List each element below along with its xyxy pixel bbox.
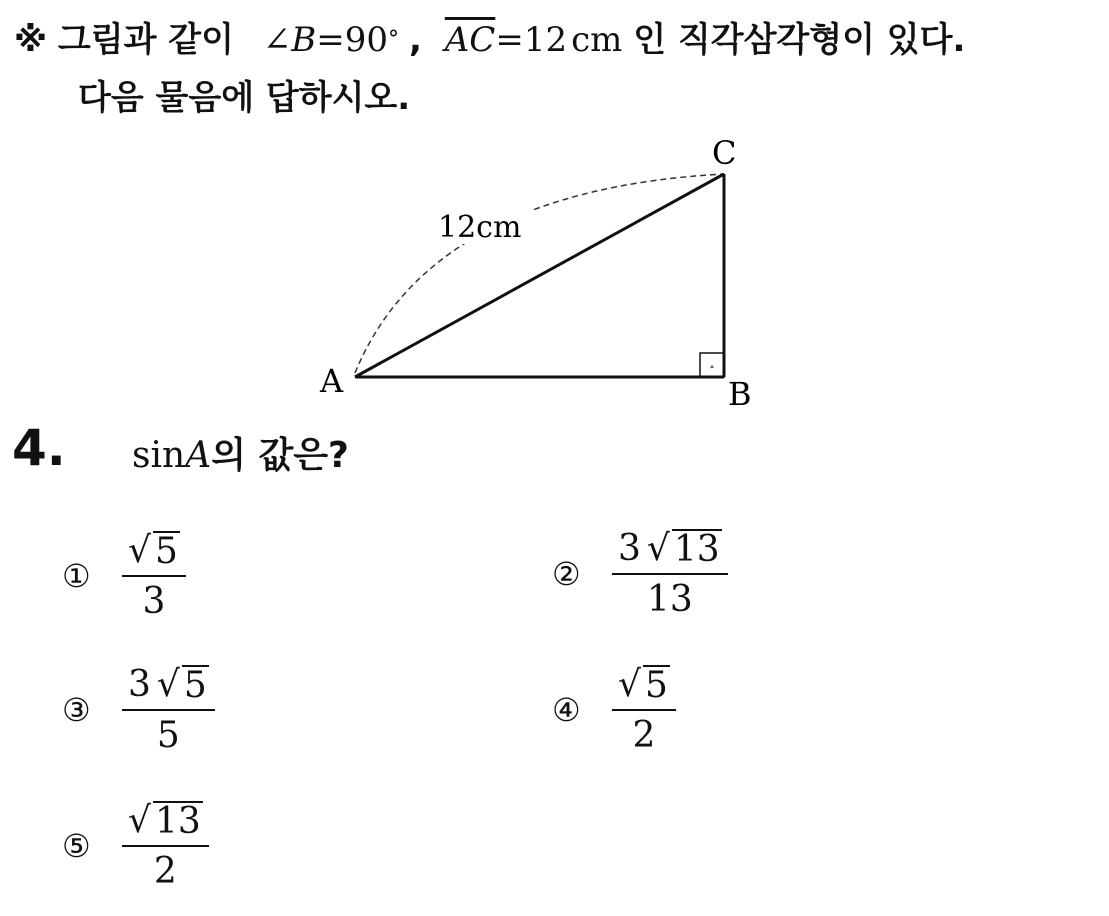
radicand: 5 bbox=[183, 665, 207, 706]
question-stem bbox=[132, 434, 349, 478]
choice-fraction bbox=[122, 530, 186, 622]
equals-sign: = bbox=[316, 20, 345, 60]
radicand: 5 bbox=[154, 531, 178, 572]
choice-fraction bbox=[612, 664, 676, 756]
right-angle-dot: ∘ bbox=[709, 362, 715, 373]
denominator: 13 bbox=[646, 579, 693, 620]
vertex-c-label: C bbox=[712, 134, 737, 172]
choice-3[interactable] bbox=[62, 664, 215, 756]
vertex-b-label: B bbox=[728, 375, 752, 413]
choice-marker: ② bbox=[552, 555, 581, 593]
choice-marker: ③ bbox=[62, 691, 91, 729]
side-ac bbox=[355, 174, 724, 377]
angle-value: 90 bbox=[344, 20, 389, 60]
instruction-pre: 그림과 같이 bbox=[57, 20, 234, 60]
choice-1[interactable] bbox=[62, 530, 186, 622]
sqrt-icon: √ bbox=[128, 800, 151, 841]
choice-fraction bbox=[122, 800, 209, 892]
segment-ac: $\overline{AC}$ bbox=[444, 20, 496, 60]
denominator: 2 bbox=[632, 715, 656, 756]
angle-var: A bbox=[185, 435, 212, 476]
choice-marker: ⑤ bbox=[62, 827, 91, 865]
question-number: 4. bbox=[12, 419, 66, 477]
denominator: 2 bbox=[153, 851, 177, 892]
hypotenuse-length-label: 12cm bbox=[438, 210, 522, 245]
radicand: 5 bbox=[644, 665, 668, 706]
choice-fraction bbox=[612, 528, 728, 620]
angle-letter: B bbox=[291, 20, 317, 60]
reference-mark: ※ bbox=[14, 20, 48, 60]
comma: , bbox=[409, 20, 422, 60]
length-unit: cm bbox=[571, 20, 623, 60]
choice-2[interactable] bbox=[552, 528, 728, 620]
sqrt-icon: √ bbox=[156, 664, 180, 705]
sqrt-icon: √ bbox=[646, 528, 670, 569]
length-value: 12 bbox=[523, 20, 568, 60]
equals-sign-2: = bbox=[495, 20, 524, 60]
choice-4[interactable] bbox=[552, 664, 676, 756]
sqrt-icon: √ bbox=[618, 664, 641, 705]
coefficient: 3 bbox=[128, 664, 151, 705]
choice-5[interactable] bbox=[62, 800, 209, 892]
instruction-line-2: 다음 물음에 답하시오. bbox=[78, 78, 411, 118]
instruction-line-1 bbox=[14, 20, 965, 60]
vertex-a-label: A bbox=[320, 362, 344, 400]
choice-marker: ① bbox=[62, 557, 91, 595]
angle-symbol: ∠ bbox=[262, 20, 292, 60]
instruction-post: 인 직각삼각형이 있다. bbox=[633, 20, 966, 60]
denominator: 3 bbox=[142, 581, 166, 622]
sin-func: sin bbox=[132, 435, 186, 476]
question-text: 의 값은? bbox=[211, 435, 349, 476]
triangle-figure bbox=[300, 130, 800, 415]
choice-fraction bbox=[122, 664, 215, 756]
denominator: 5 bbox=[156, 715, 180, 756]
degree-sign: ° bbox=[388, 27, 400, 52]
radicand: 13 bbox=[673, 529, 720, 570]
choice-marker: ④ bbox=[552, 691, 581, 729]
radicand: 13 bbox=[154, 801, 201, 842]
sqrt-icon: √ bbox=[128, 530, 151, 571]
coefficient: 3 bbox=[618, 528, 641, 569]
